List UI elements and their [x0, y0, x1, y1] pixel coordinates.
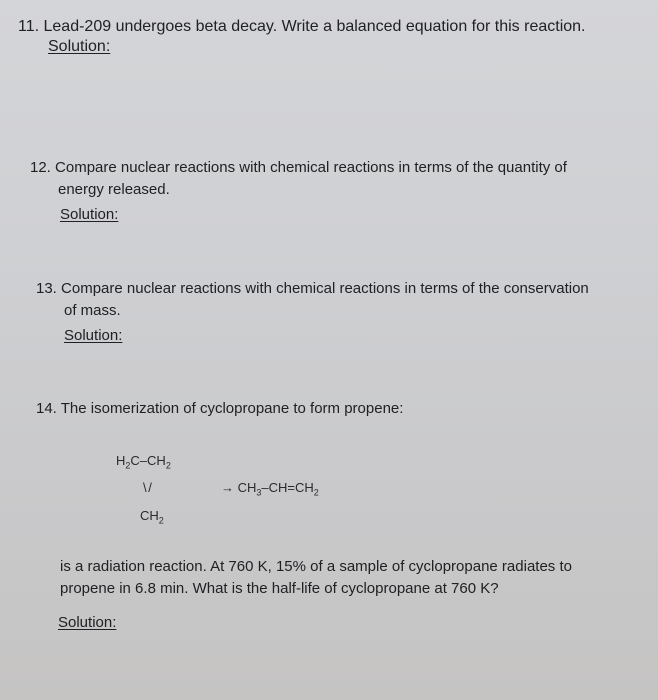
cyclopropane-top-sub-1: 2 [125, 460, 131, 471]
question-14-line-3: propene in 6.8 min. What is the half-life of cyclopropane at 760 K? [60, 580, 499, 597]
question-14 [36, 398, 403, 420]
question-11-text: 11. Lead-209 undergoes beta decay. Write a balanced equation for this reaction. [18, 18, 586, 35]
question-12-line-1: 12. Compare nuclear reactions with chemical reactions in terms of the quantity of [30, 159, 567, 176]
propene-part-a: → CH [221, 480, 257, 495]
question-12-line-2: energy released. [58, 181, 170, 198]
question-14-line-1: 14. The isomerization of cyclopropane to form propene: [36, 400, 404, 417]
question-11 [18, 16, 586, 38]
question-14-continuation [60, 556, 572, 600]
question-13-line-2: of mass. [64, 302, 121, 319]
cyclopropane-top [116, 453, 171, 471]
question-12-solution-label: Solution: [60, 206, 119, 223]
question-13-solution-label: Solution: [64, 327, 123, 344]
cyclopropane-top-mid: C–CH [130, 453, 166, 468]
question-11-solution-label: Solution: [48, 38, 111, 55]
question-14-line-2: is a radiation reaction. At 760 K, 15% of a sample of cyclopropane radiates to [60, 558, 572, 575]
cyclopropane-bottom-sub: 2 [158, 515, 164, 526]
question-12 [30, 157, 567, 201]
question-13 [36, 278, 589, 322]
propene-part-b: –CH=CH [261, 480, 314, 495]
question-13-line-1: 13. Compare nuclear reactions with chemical reactions in terms of the conservation [36, 280, 589, 297]
propene-product [221, 480, 319, 498]
cyclopropane-bonds: \ / [143, 480, 151, 495]
question-14-solution-label: Solution: [58, 614, 117, 631]
cyclopropane-bottom [140, 508, 164, 526]
cyclopropane-bottom-ch: CH [140, 508, 159, 523]
cyclopropane-top-h: H [116, 453, 126, 468]
propene-sub-1: 3 [256, 487, 262, 498]
propene-sub-2: 2 [313, 487, 319, 498]
cyclopropane-top-sub-2: 2 [165, 460, 171, 471]
